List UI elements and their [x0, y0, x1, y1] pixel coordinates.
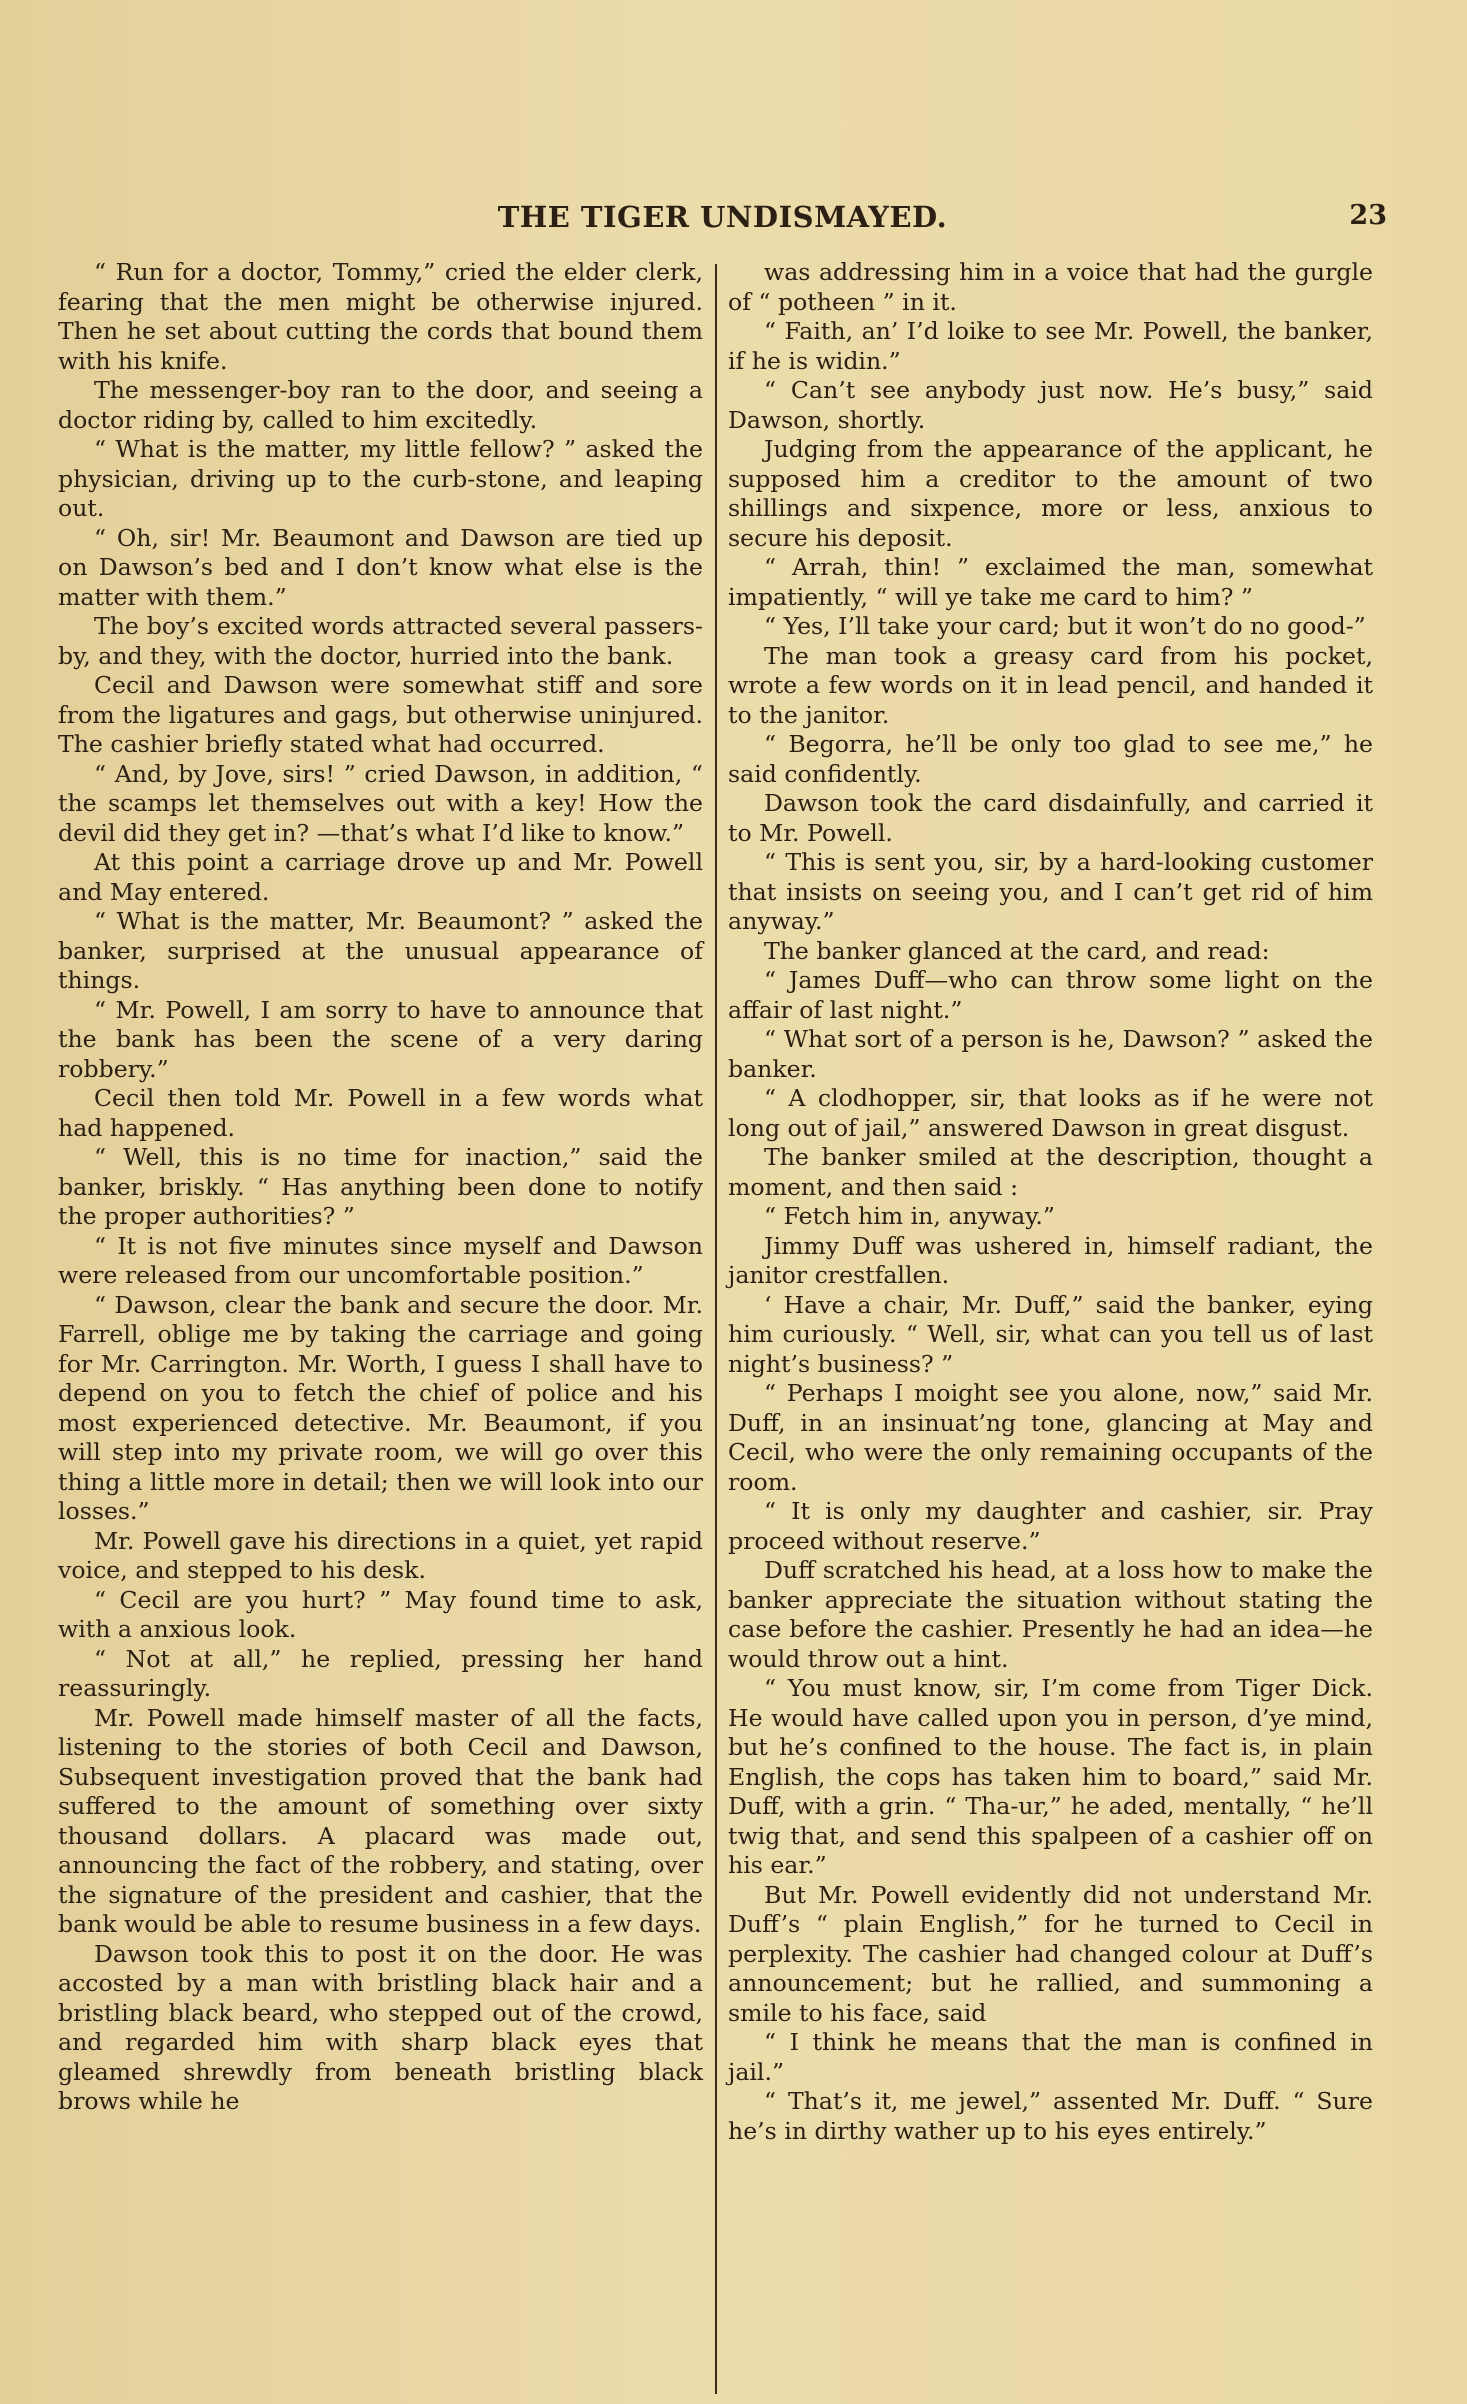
paragraph: “ What is the matter, Mr. Beaumont? ” asked the banker, surprised at the unusual appearance of things. — [58, 907, 703, 994]
paragraph: Duff scratched his head, at a loss how to make the banker appreciate the situation without stating the case before the cashier. Presently he had an idea—he would throw out a hint. — [728, 1556, 1373, 1673]
paragraph: “ You must know, sir, I’m come from Tiger Dick. He would have called upon you in person, d’ye mind, but he’s confined to the house. The fact is, in plain English, the cops has taken him to board,” said Mr. Duff, with a grin. “ Tha-ur,” he aded, mentally, “ he’ll twig that, and send this spalpeen of a cashier off on his ear.” — [728, 1674, 1373, 1879]
paragraph: Mr. Powell made himself master of all the facts, listening to the stories of both Cecil and Dawson, Subsequent investigation proved that the bank had suffered to the amount of something over sixty thousand dollars. A placard was made out, announcing the fact of the robbery, and stating, over the signature of the president and cashier, that the bank would be able to resume business in a few days. — [58, 1703, 703, 1938]
paragraph: “ Run for a doctor, Tommy,” cried the elder clerk, fearing that the men might be otherwise injured. Then he set about cutting the cords that bound them with his knife. — [58, 258, 703, 375]
paragraph: “ This is sent you, sir, by a hard-looking customer that insists on seeing you, and I can’t get rid of him anyway.” — [728, 848, 1373, 935]
paragraph: “ Yes, I’ll take your card; but it won’t do no good-” — [764, 612, 1366, 640]
paragraph: “ A clodhopper, sir, that looks as if he were not long out of jail,” answered Dawson in great disgust. — [728, 1084, 1373, 1142]
paragraph: “ James Duff—who can throw some light on the affair of last night.” — [728, 966, 1373, 1024]
page-number: 23 — [1349, 200, 1387, 231]
paragraph: “ Dawson, clear the bank and secure the door. Mr. Farrell, oblige me by taking the carriage and going for Mr. Carrington. Mr. Worth, I guess I shall have to depend on you to fetch the chief of police and his most experienced detective. Mr. Beaumont, if you will step into my private room, we will go over this thing a little more in detail; then we will look into our losses.” — [58, 1290, 703, 1525]
paragraph: “ Oh, sir! Mr. Beaumont and Dawson are tied up on Dawson’s bed and I don’t know what else is the matter with them.” — [58, 523, 703, 611]
paragraph: “ Arrah, thin! ” exclaimed the man, somewhat impatiently, “ will ye take me card to him? ” — [728, 553, 1373, 611]
paragraph: “ Cecil are you hurt? ” May found time to ask, with a anxious look. — [58, 1585, 703, 1643]
paragraph: At this point a carriage drove up and Mr. Powell and May entered. — [58, 848, 703, 906]
paragraph: The banker smiled at the description, thought a moment, and then said : — [728, 1143, 1373, 1201]
paragraph: “ And, by Jove, sirs! ” cried Dawson, in addition, “ the scamps let themselves out with a key! How the devil did they get in? —that’s what I’d like to know.” — [58, 759, 703, 847]
paragraph: ‘ Have a chair, Mr. Duff,” said the banker, eying him curiously. “ Well, sir, what can you tell us of last night’s business? ” — [728, 1290, 1373, 1378]
paragraph: Dawson took the card disdainfully, and carried it to Mr. Powell. — [728, 789, 1373, 847]
text-columns — [58, 258, 1388, 2398]
paragraph: was addressing him in a voice that had the gurgle of “ potheen ” in it. — [728, 258, 1373, 316]
paragraph: But Mr. Powell evidently did not understand Mr. Duff’s “ plain English,” for he turned to Cecil in perplexity. The cashier had changed colour at Duff’s announcement; but he rallied, and summoning a smile to his face, said — [728, 1880, 1373, 2027]
left-column — [58, 258, 703, 2117]
paragraph: “ What sort of a person is he, Dawson? ” asked the banker. — [728, 1025, 1373, 1083]
paragraph: Judging from the appearance of the applicant, he supposed him a creditor to the amount of two shillings and sixpence, more or less, anxious to secure his deposit. — [728, 435, 1373, 552]
paragraph: The messenger-boy ran to the door, and seeing a doctor riding by, called to him excitedly. — [58, 376, 703, 434]
paragraph: “ Not at all,” he replied, pressing her hand reassuringly. — [58, 1644, 703, 1702]
paragraph: “ Begorra, he’ll be only too glad to see me,” he said confidently. — [728, 730, 1373, 788]
running-header — [58, 200, 1387, 240]
paragraph: The boy’s excited words attracted several passers-by, and they, with the doctor, hurried into the bank. — [58, 612, 703, 670]
paragraph: Mr. Powell gave his directions in a quiet, yet rapid voice, and stepped to his desk. — [58, 1526, 703, 1584]
paragraph: “ Mr. Powell, I am sorry to have to announce that the bank has been the scene of a very daring robbery.” — [58, 995, 703, 1083]
right-column — [728, 258, 1373, 2146]
paragraph: “ That’s it, me jewel,” assented Mr. Duff. “ Sure he’s in dirthy wather up to his eyes entirely.” — [728, 2087, 1373, 2145]
paragraph: Jimmy Duff was ushered in, himself radiant, the janitor crestfallen. — [728, 1231, 1373, 1289]
paragraph: Cecil then told Mr. Powell in a few words what had happened. — [58, 1084, 703, 1142]
paragraph: “ Perhaps I moight see you alone, now,” said Mr. Duff, in an insinuat’ng tone, glancing at May and Cecil, who were the only remaining occupants of the room. — [728, 1379, 1373, 1496]
paragraph: “ I think he means that the man is confined in jail.” — [728, 2028, 1373, 2086]
paragraph: “ Can’t see anybody just now. He’s busy,” said Dawson, shortly. — [728, 376, 1373, 434]
paragraph: Cecil and Dawson were somewhat stiff and sore from the ligatures and gags, but otherwise uninjured. The cashier briefly stated what had occurred. — [58, 671, 703, 758]
paragraph: Dawson took this to post it on the door. He was accosted by a man with bristling black hair and a bristling black beard, who stepped out of the crowd, and regarded him with sharp black eyes that gleamed shrewdly from beneath bristling black brows while he — [58, 1939, 703, 2115]
paragraph: “ What is the matter, my little fellow? ” asked the physician, driving up to the curb-stone, and leaping out. — [58, 435, 703, 522]
paragraph: The man took a greasy card from his pocket, wrote a few words on it in lead pencil, and handed it to the janitor. — [728, 641, 1373, 729]
paragraph: The banker glanced at the card, and read: — [764, 936, 1270, 965]
column-divider — [715, 264, 717, 2394]
running-title: THE TIGER UNDISMAYED. — [497, 200, 948, 234]
paragraph: “ It is only my daughter and cashier, sir. Pray proceed without reserve.” — [728, 1497, 1373, 1555]
paragraph: “ It is not five minutes since myself and Dawson were released from our uncomfortable position.” — [58, 1231, 703, 1289]
paragraph: “ Fetch him in, anyway.” — [764, 1202, 1055, 1230]
paragraph: “ Faith, an’ I’d loike to see Mr. Powell, the banker, if he is widin.” — [728, 317, 1373, 375]
paragraph: “ Well, this is no time for inaction,” said the banker, briskly. “ Has anything been done to notify the proper authorities? ” — [58, 1143, 703, 1230]
